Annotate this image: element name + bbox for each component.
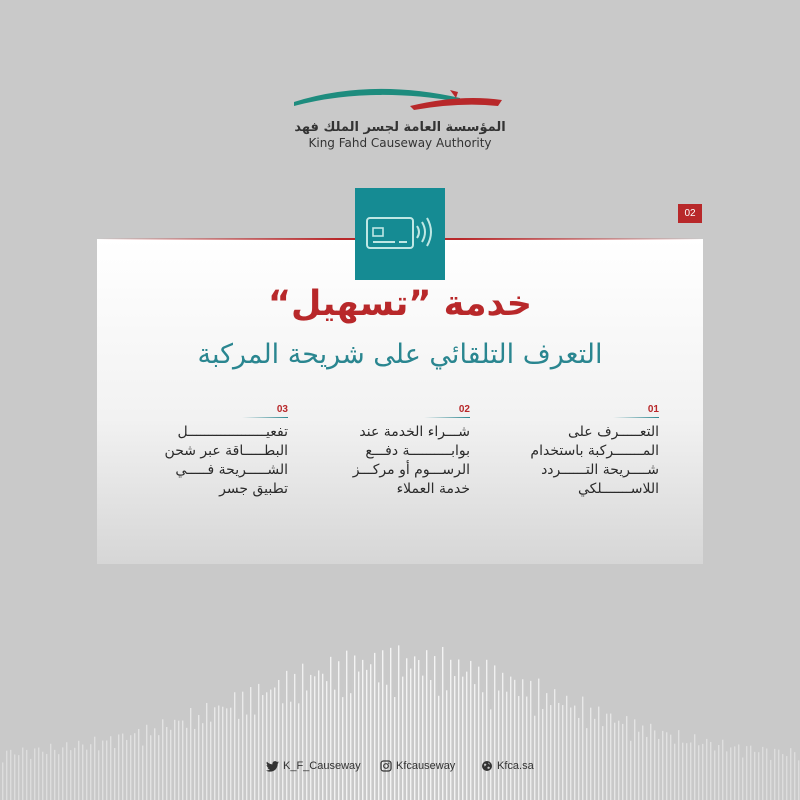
website-link[interactable] bbox=[481, 756, 534, 776]
wave-bar bbox=[294, 674, 295, 800]
wave-bar bbox=[306, 690, 307, 800]
wave-bar bbox=[322, 674, 323, 800]
wave-bar bbox=[458, 659, 459, 800]
wave-bar bbox=[582, 697, 583, 800]
globe-icon bbox=[481, 760, 493, 772]
wave-bar bbox=[554, 689, 555, 800]
wave-bar bbox=[190, 708, 191, 800]
wave-bar bbox=[530, 681, 531, 800]
wave-bar bbox=[470, 661, 471, 800]
instagram-link[interactable] bbox=[380, 756, 455, 776]
wave-bar bbox=[590, 708, 591, 800]
wave-bar bbox=[226, 708, 227, 800]
wave-bar bbox=[478, 667, 479, 800]
page-number-badge: 02 bbox=[678, 204, 702, 223]
twitter-link[interactable] bbox=[266, 756, 361, 776]
wave-bar bbox=[454, 676, 455, 800]
wave-bar bbox=[234, 692, 235, 800]
wave-bar bbox=[558, 703, 559, 800]
step-text: التعـــــرف على المـــــــركبة باستخدام شــــريحة التــــــردد اللاســـــــلكي bbox=[530, 424, 659, 497]
wave-bar bbox=[566, 696, 567, 800]
wave-bar bbox=[378, 682, 379, 800]
wave-bar bbox=[402, 677, 403, 800]
service-icon-box bbox=[355, 188, 445, 280]
wave-bar bbox=[438, 696, 439, 800]
wave-bar bbox=[250, 687, 251, 800]
wave-bar bbox=[398, 645, 399, 800]
twitter-icon bbox=[266, 761, 279, 772]
wave-bar bbox=[262, 695, 263, 800]
wave-bar bbox=[350, 693, 351, 800]
wave-bar bbox=[218, 706, 219, 800]
wave-bar bbox=[298, 703, 299, 800]
page-subtitle: التعرف التلقائي على شريحة المركبة bbox=[197, 339, 603, 370]
wave-bar bbox=[490, 709, 491, 800]
step-number: 03 bbox=[276, 404, 288, 415]
wave-bar bbox=[342, 697, 343, 800]
step-number: 01 bbox=[647, 404, 659, 415]
wave-bar bbox=[354, 655, 355, 800]
logo-name-arabic: المؤسسة العامة لجسر الملك فهد bbox=[294, 120, 506, 135]
wave-bar bbox=[574, 706, 575, 800]
wave-bar bbox=[290, 702, 291, 800]
wave-bar bbox=[446, 690, 447, 800]
wave-bar bbox=[278, 680, 279, 800]
wave-bar bbox=[314, 676, 315, 800]
wave-bar bbox=[494, 665, 495, 800]
wave-bar bbox=[526, 697, 527, 800]
wave-bar bbox=[370, 664, 371, 800]
wave-bar bbox=[390, 648, 391, 800]
wave-bar bbox=[450, 660, 451, 800]
wave-bar bbox=[338, 661, 339, 800]
wave-bar bbox=[430, 680, 431, 800]
wave-bar bbox=[374, 653, 375, 800]
contactless-card-icon bbox=[355, 188, 445, 280]
wave-bar bbox=[382, 650, 383, 800]
step-divider bbox=[242, 417, 288, 418]
wave-bar bbox=[310, 675, 311, 800]
wave-bar bbox=[358, 672, 359, 800]
wave-bar bbox=[366, 670, 367, 800]
step-number: 02 bbox=[458, 404, 470, 415]
wave-bar bbox=[266, 692, 267, 800]
wave-bar bbox=[282, 703, 283, 800]
wave-bar bbox=[462, 677, 463, 800]
step-divider bbox=[613, 417, 659, 418]
wave-bar bbox=[346, 651, 347, 800]
wave-bar bbox=[274, 687, 275, 800]
wave-bar bbox=[206, 703, 207, 800]
wave-bar bbox=[522, 679, 523, 800]
step-1 bbox=[519, 404, 659, 499]
wave-bar bbox=[518, 696, 519, 800]
wave-bar bbox=[334, 690, 335, 800]
wave-bar bbox=[386, 685, 387, 800]
wave-bar bbox=[466, 672, 467, 800]
wave-bar bbox=[394, 697, 395, 800]
social-footer bbox=[0, 756, 800, 776]
wave-bar bbox=[406, 658, 407, 800]
causeway-logo-icon bbox=[290, 84, 510, 116]
wave-bar bbox=[222, 707, 223, 800]
wave-bar bbox=[362, 660, 363, 800]
wave-bar bbox=[330, 657, 331, 800]
wave-bar bbox=[498, 691, 499, 800]
wave-bar bbox=[258, 684, 259, 800]
wave-bar bbox=[286, 671, 287, 800]
wave-bar bbox=[538, 679, 539, 800]
wave-bar bbox=[434, 656, 435, 800]
wave-bar bbox=[422, 676, 423, 800]
wave-bar bbox=[214, 707, 215, 800]
wave-bar bbox=[326, 681, 327, 800]
wave-bar bbox=[570, 708, 571, 800]
wave-bar bbox=[550, 705, 551, 800]
wave-bar bbox=[502, 673, 503, 800]
wave-bar bbox=[230, 708, 231, 800]
authority-logo bbox=[290, 84, 510, 158]
wave-bar bbox=[270, 690, 271, 800]
page-title: خدمة ”تسهيل“ bbox=[268, 284, 532, 324]
wave-bar bbox=[442, 647, 443, 800]
step-divider bbox=[424, 417, 470, 418]
wave-bar bbox=[318, 670, 319, 800]
wave-bar bbox=[418, 660, 419, 800]
step-text: شـــراء الخدمة عند بوابــــــــــة دفـــع الرســـوم أو مركـــز خدمة العملاء bbox=[352, 424, 470, 497]
instagram-icon bbox=[380, 760, 392, 772]
wave-bar bbox=[562, 705, 563, 800]
wave-bar bbox=[410, 669, 411, 800]
wave-bar bbox=[510, 677, 511, 800]
step-2 bbox=[330, 404, 470, 499]
twitter-handle: K_F_Causeway bbox=[283, 760, 361, 772]
step-3 bbox=[148, 404, 288, 499]
wave-bar bbox=[486, 660, 487, 800]
wave-bar bbox=[598, 707, 599, 800]
logo-name-english: King Fahd Causeway Authority bbox=[308, 136, 492, 150]
wave-bar bbox=[482, 692, 483, 800]
wave-bar bbox=[514, 680, 515, 800]
wave-bar bbox=[414, 656, 415, 800]
wave-bar bbox=[474, 684, 475, 800]
wave-bar bbox=[542, 709, 543, 800]
wave-bar bbox=[546, 693, 547, 800]
wave-bar bbox=[242, 692, 243, 800]
step-text: تفعيـــــــــــــــــــل البطـــــاقة عبر شحن الشـــــريحة فـــــي تطبيق جسر bbox=[164, 424, 288, 497]
wave-bar bbox=[426, 650, 427, 800]
instagram-handle: Kfcauseway bbox=[396, 760, 456, 772]
wave-bar bbox=[302, 664, 303, 800]
wave-bar bbox=[506, 692, 507, 800]
website-url: Kfca.sa bbox=[497, 760, 534, 772]
